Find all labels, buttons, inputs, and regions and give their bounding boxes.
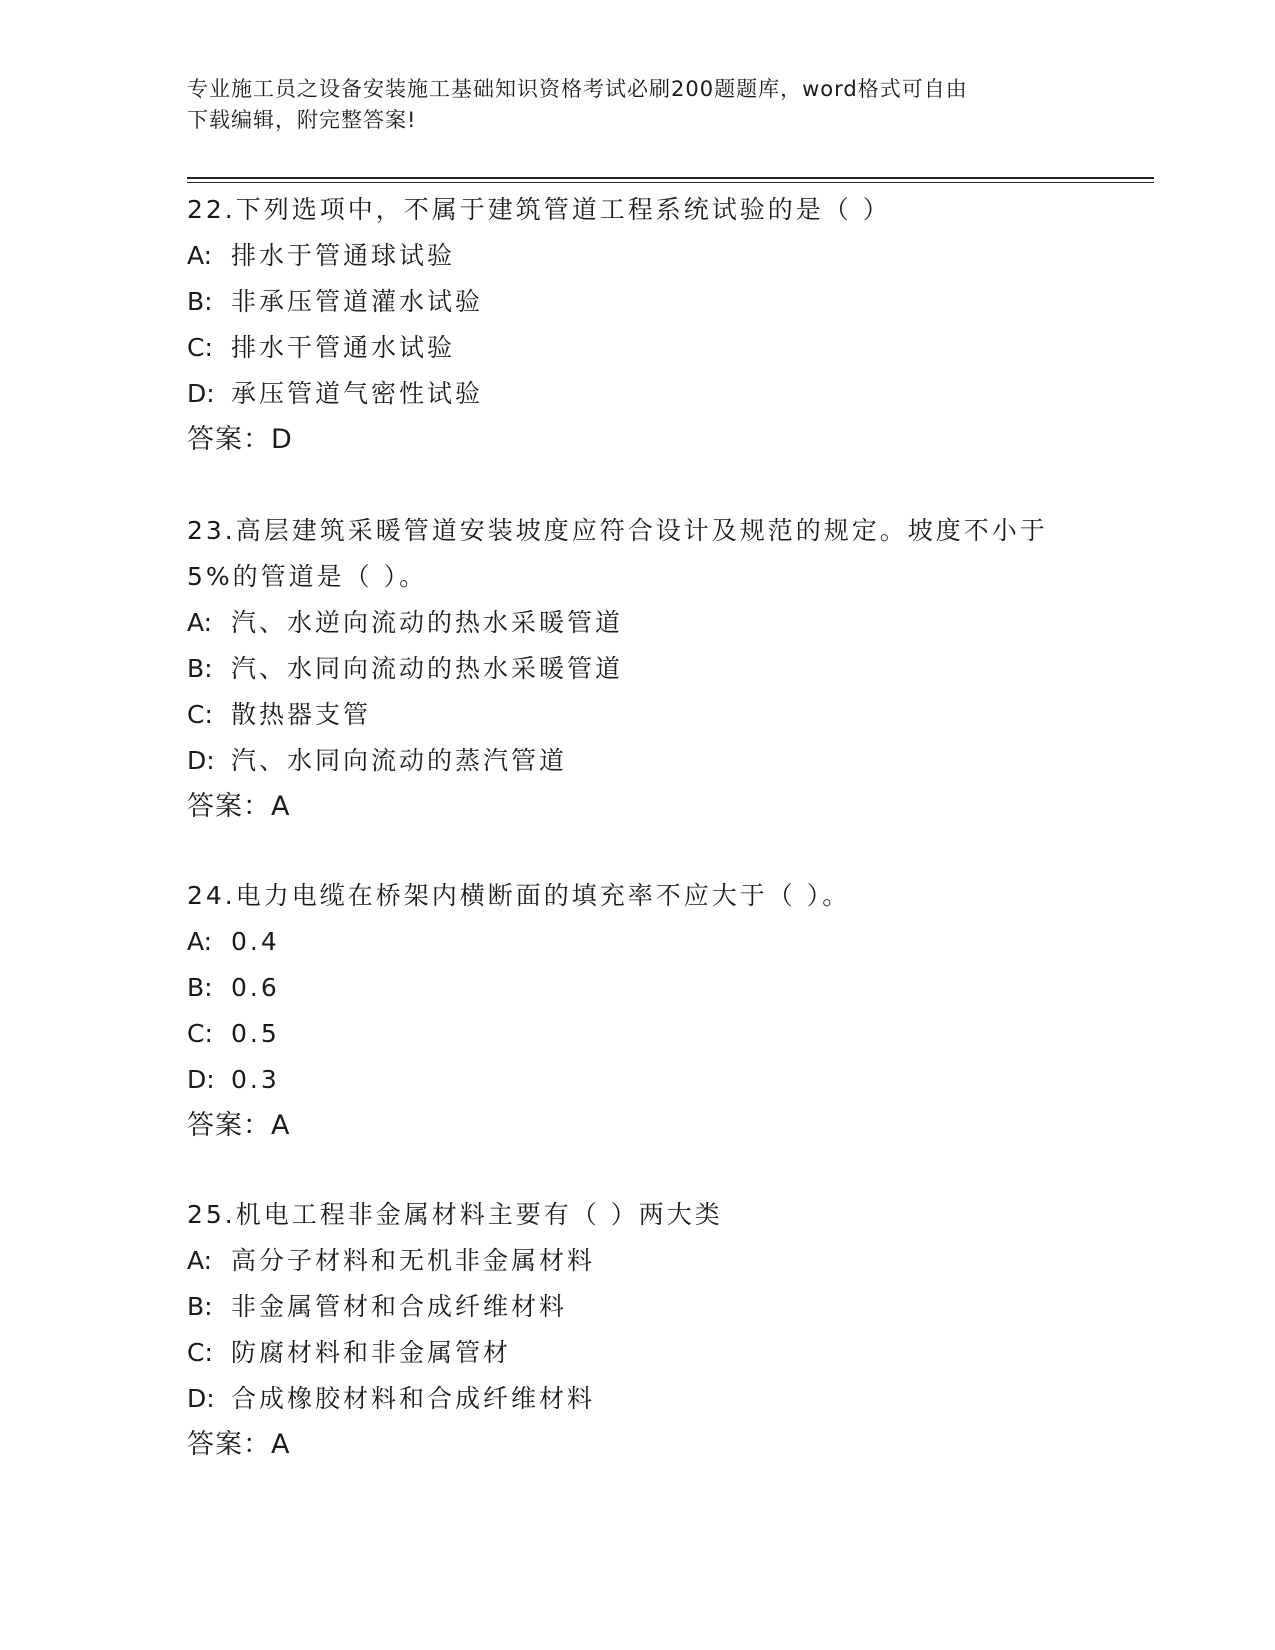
option-b xyxy=(187,965,1087,1011)
option-key: C: xyxy=(187,333,213,362)
answer-line xyxy=(187,1422,1087,1468)
option-b xyxy=(187,646,1087,692)
option-text: 0.5 xyxy=(231,1019,280,1048)
question-24 xyxy=(187,873,1087,1149)
option-key: B: xyxy=(187,654,213,683)
option-text: 非承压管道灌水试验 xyxy=(231,287,484,316)
option-key: A: xyxy=(187,241,213,270)
option-text: 0.4 xyxy=(231,927,280,956)
option-key: C: xyxy=(187,1019,213,1048)
answer-value: A xyxy=(271,1110,291,1141)
option-text: 散热器支管 xyxy=(231,700,372,729)
question-25 xyxy=(187,1192,1087,1468)
option-text: 汽、水逆向流动的热水采暖管道 xyxy=(231,608,624,637)
answer-label: 答案： xyxy=(187,791,271,822)
option-text: 0.6 xyxy=(231,973,280,1002)
option-key: A: xyxy=(187,927,213,956)
header-line-1: 专业施工员之设备安装施工基础知识资格考试必刷200题题库，word格式可自由 xyxy=(187,77,968,101)
answer-line xyxy=(187,1103,1087,1149)
option-d xyxy=(187,1057,1087,1103)
option-key: C: xyxy=(187,1338,213,1367)
option-c xyxy=(187,692,1087,738)
question-stem: 22.下列选项中，不属于建筑管道工程系统试验的是（ ） xyxy=(187,195,891,224)
option-key: B: xyxy=(187,973,213,1002)
option-text: 排水于管通球试验 xyxy=(231,241,456,270)
option-b xyxy=(187,279,1087,325)
option-text: 0.3 xyxy=(231,1065,280,1094)
option-text: 合成橡胶材料和合成纤维材料 xyxy=(231,1384,596,1413)
header-divider-thin xyxy=(187,182,1154,183)
question-23 xyxy=(187,508,1087,830)
document-header xyxy=(187,74,1077,136)
answer-line xyxy=(187,417,1087,463)
question-stem: 24.电力电缆在桥架内横断面的填充率不应大于（ ）。 xyxy=(187,881,851,910)
option-a xyxy=(187,919,1087,965)
option-key: B: xyxy=(187,287,213,316)
answer-label: 答案： xyxy=(187,1429,271,1460)
option-b xyxy=(187,1284,1087,1330)
question-stem: 25.机电工程非金属材料主要有（ ）两大类 xyxy=(187,1200,723,1229)
option-text: 汽、水同向流动的蒸汽管道 xyxy=(231,746,568,775)
option-text: 汽、水同向流动的热水采暖管道 xyxy=(231,654,624,683)
question-stem: 23.高层建筑采暖管道安装坡度应符合设计及规范的规定。坡度不小于5%的管道是（ ）。 xyxy=(187,516,1048,591)
option-c xyxy=(187,1330,1087,1376)
header-divider-thick xyxy=(187,177,1154,179)
option-key: A: xyxy=(187,608,213,637)
answer-value: A xyxy=(271,1429,291,1460)
answer-line xyxy=(187,784,1087,830)
option-key: D: xyxy=(187,379,215,408)
option-key: B: xyxy=(187,1292,213,1321)
answer-label: 答案： xyxy=(187,1110,271,1141)
question-22 xyxy=(187,187,1087,463)
option-text: 排水干管通水试验 xyxy=(231,333,456,362)
option-key: C: xyxy=(187,700,213,729)
option-a xyxy=(187,1238,1087,1284)
option-text: 非金属管材和合成纤维材料 xyxy=(231,1292,568,1321)
option-c xyxy=(187,325,1087,371)
option-d xyxy=(187,371,1087,417)
option-a xyxy=(187,600,1087,646)
option-text: 防腐材料和非金属管材 xyxy=(231,1338,512,1367)
answer-label: 答案： xyxy=(187,424,271,455)
option-d xyxy=(187,1376,1087,1422)
option-text: 承压管道气密性试验 xyxy=(231,379,484,408)
option-c xyxy=(187,1011,1087,1057)
answer-value: A xyxy=(271,791,291,822)
option-a xyxy=(187,233,1087,279)
option-key: D: xyxy=(187,1065,215,1094)
answer-value: D xyxy=(271,424,293,455)
option-key: A: xyxy=(187,1246,213,1275)
option-d xyxy=(187,738,1087,784)
option-text: 高分子材料和无机非金属材料 xyxy=(231,1246,596,1275)
option-key: D: xyxy=(187,1384,215,1413)
option-key: D: xyxy=(187,746,215,775)
header-line-2: 下载编辑，附完整答案! xyxy=(187,108,417,132)
